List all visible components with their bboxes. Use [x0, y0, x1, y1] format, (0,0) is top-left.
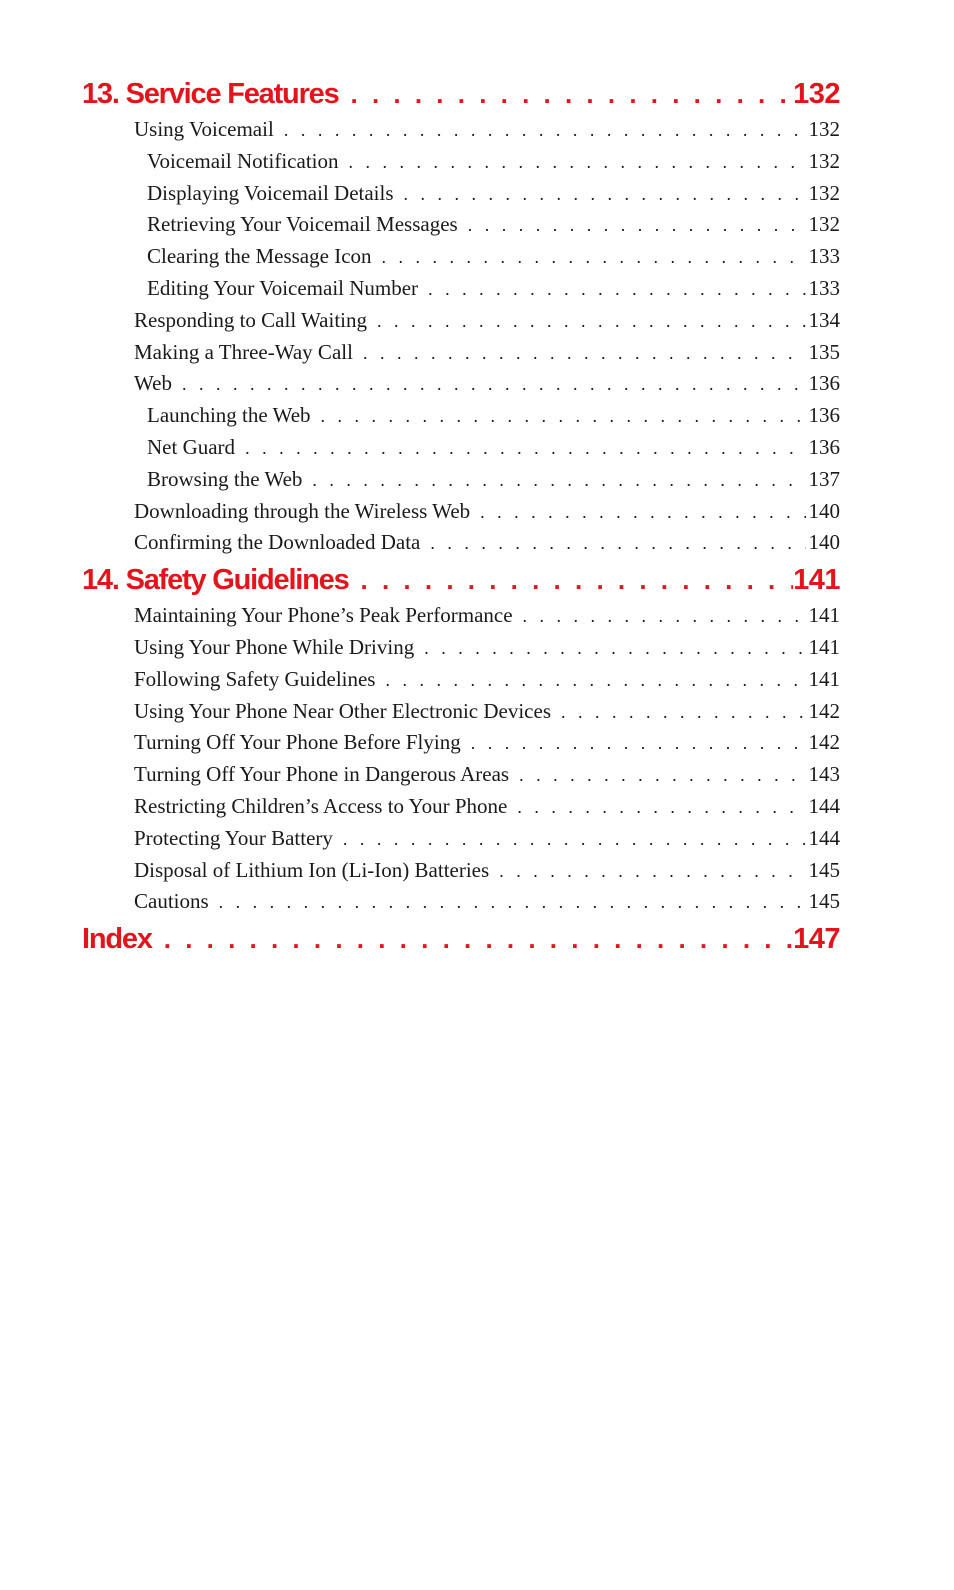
entry-page-number: 136	[808, 371, 840, 396]
dot-leader	[428, 274, 805, 305]
entry-title: Confirming the Downloaded Data	[134, 530, 421, 555]
entry-title: Net Guard	[147, 434, 236, 459]
entry-title: Clearing the Message Icon	[147, 244, 372, 269]
dot-leader	[499, 856, 805, 887]
entry-page-number: 142	[808, 698, 840, 723]
dot-leader	[523, 601, 806, 632]
entry-page-number: 133	[808, 244, 840, 269]
toc-entry-protecting-battery[interactable]	[82, 823, 840, 855]
toc-entry-retrieving-voicemail-messages[interactable]	[82, 209, 840, 241]
entry-title: Disposal of Lithium Ion (Li-Ion) Batteries	[134, 857, 490, 882]
dot-leader	[245, 433, 805, 464]
entry-title: Web	[134, 371, 172, 396]
entry-page-number: 136	[808, 403, 840, 428]
entry-page-number: 141	[808, 603, 840, 628]
entry-page-number: 140	[808, 530, 840, 555]
toc-entry-clearing-message-icon[interactable]	[82, 241, 840, 273]
entry-title: Using Your Phone Near Other Electronic Devices	[134, 698, 551, 723]
chapter-page-number: 132	[793, 78, 840, 110]
toc-entry-responding-call-waiting[interactable]	[82, 305, 840, 337]
entry-title: Cautions	[134, 889, 209, 914]
entry-title: Voicemail Notification	[147, 148, 339, 173]
dot-leader	[321, 401, 806, 432]
toc-entry-confirming-downloaded-data[interactable]	[82, 527, 840, 559]
dot-leader	[351, 74, 794, 114]
entry-page-number: 141	[808, 634, 840, 659]
toc-entry-web[interactable]	[82, 368, 840, 400]
entry-title: Responding to Call Waiting	[134, 307, 367, 332]
toc-entry-peak-performance[interactable]	[82, 600, 840, 632]
dot-leader	[480, 497, 805, 528]
chapter-page-number: 141	[793, 564, 840, 597]
entry-page-number: 134	[808, 307, 840, 332]
dot-leader	[468, 210, 806, 241]
entry-page-number: 132	[808, 117, 840, 141]
toc-chapter-14[interactable]	[82, 560, 840, 600]
toc-entry-dangerous-areas[interactable]	[82, 759, 840, 791]
entry-page-number: 142	[808, 730, 840, 755]
entry-title: Turning Off Your Phone Before Flying	[134, 730, 461, 755]
entry-page-number: 132	[808, 180, 840, 205]
toc-entry-net-guard[interactable]	[82, 432, 840, 464]
toc-entry-editing-voicemail-number[interactable]	[82, 273, 840, 305]
dot-leader	[430, 528, 805, 559]
toc-entry-launching-web[interactable]	[82, 400, 840, 432]
entry-page-number: 136	[808, 434, 840, 459]
dot-leader	[382, 242, 806, 273]
dot-leader	[519, 760, 805, 791]
dot-leader	[361, 560, 794, 600]
entry-title: Browsing the Web	[147, 466, 303, 491]
entry-title: Making a Three-Way Call	[134, 339, 353, 364]
entry-page-number: 144	[808, 793, 840, 818]
entry-title: Using Voicemail	[134, 117, 274, 141]
dot-leader	[312, 465, 805, 496]
toc-entry-using-voicemail[interactable]	[82, 114, 840, 146]
entry-page-number: 143	[808, 762, 840, 787]
toc-entry-three-way-call[interactable]	[82, 337, 840, 369]
entry-page-number: 133	[808, 275, 840, 300]
entry-title: Following Safety Guidelines	[134, 666, 376, 691]
entry-page-number: 135	[808, 339, 840, 364]
entry-title: Using Your Phone While Driving	[134, 634, 415, 659]
toc-entry-following-safety-guidelines[interactable]	[82, 664, 840, 696]
entry-title: Restricting Children’s Access to Your Phone	[134, 793, 508, 818]
entry-page-number: 145	[808, 889, 840, 914]
dot-leader	[219, 887, 806, 918]
entry-page-number: 141	[808, 666, 840, 691]
toc-entry-phone-while-driving[interactable]	[82, 632, 840, 664]
dot-leader	[284, 115, 806, 146]
dot-leader	[377, 306, 806, 337]
dot-leader	[517, 792, 805, 823]
dot-leader	[164, 919, 793, 959]
chapter-title: 13. Service Features	[82, 78, 339, 110]
entry-page-number: 132	[808, 148, 840, 173]
dot-leader	[343, 824, 806, 855]
toc-entry-browsing-web[interactable]	[82, 464, 840, 496]
entry-page-number: 144	[808, 825, 840, 850]
toc-entry-disposal-batteries[interactable]	[82, 855, 840, 887]
toc-index[interactable]	[82, 919, 840, 959]
toc-entry-near-electronic-devices[interactable]	[82, 696, 840, 728]
entry-title: Turning Off Your Phone in Dangerous Areas	[134, 762, 510, 787]
entry-page-number: 132	[808, 212, 840, 237]
entry-title: Launching the Web	[147, 403, 311, 428]
dot-leader	[561, 697, 806, 728]
dot-leader	[424, 633, 805, 664]
toc-entry-cautions[interactable]	[82, 886, 840, 918]
dot-leader	[182, 369, 806, 400]
chapter-title: Index	[82, 923, 152, 956]
entry-title: Maintaining Your Phone’s Peak Performance	[134, 603, 513, 628]
entry-title: Protecting Your Battery	[134, 825, 333, 850]
toc-entry-voicemail-notification[interactable]	[82, 146, 840, 178]
toc-entry-displaying-voicemail-details[interactable]	[82, 178, 840, 210]
toc-entry-before-flying[interactable]	[82, 727, 840, 759]
entry-title: Editing Your Voicemail Number	[147, 275, 419, 300]
dot-leader	[348, 147, 805, 178]
entry-page-number: 140	[808, 498, 840, 523]
entry-title: Downloading through the Wireless Web	[134, 498, 471, 523]
chapter-page-number: 147	[793, 923, 840, 956]
dot-leader	[385, 665, 805, 696]
entry-page-number: 137	[808, 466, 840, 491]
dot-leader	[404, 179, 806, 210]
toc-entry-childrens-access[interactable]	[82, 791, 840, 823]
toc-chapter-13[interactable]	[82, 74, 840, 114]
dot-leader	[471, 728, 806, 759]
entry-title: Retrieving Your Voicemail Messages	[147, 212, 458, 237]
entry-page-number: 145	[808, 857, 840, 882]
dot-leader	[363, 338, 806, 369]
entry-title: Displaying Voicemail Details	[147, 180, 394, 205]
toc-entry-downloading-wireless-web[interactable]	[82, 496, 840, 528]
table-of-contents	[82, 74, 840, 959]
chapter-title: 14. Safety Guidelines	[82, 564, 349, 597]
